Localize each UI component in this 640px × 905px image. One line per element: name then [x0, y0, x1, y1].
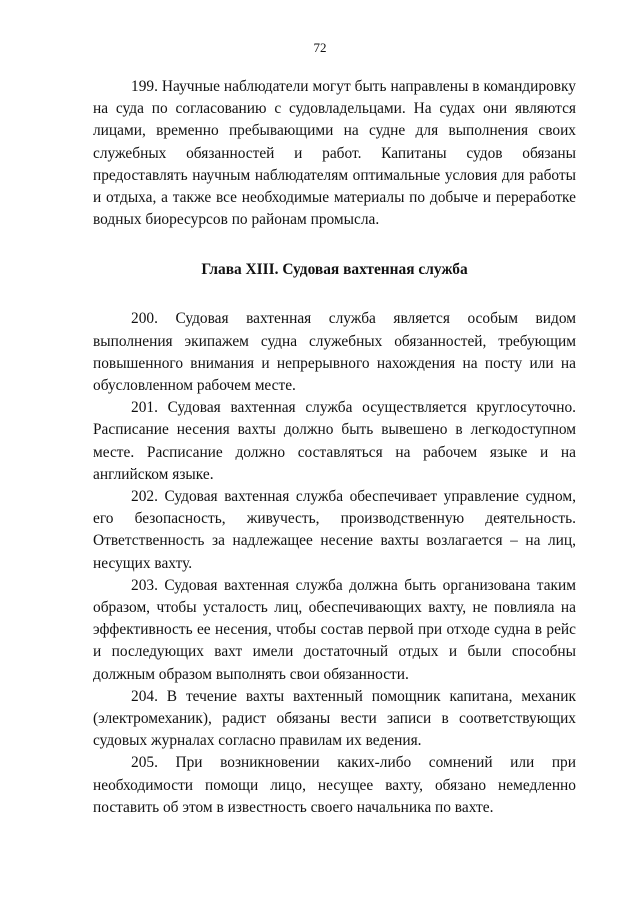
paragraph-205: 205. При возникновении каких-либо сомнений или при необходимости помощи лицо, несущее вахту, обязано немедленно поставить об этом в известность своего начальника по вахте.: [93, 754, 576, 816]
paragraph-204: 204. В течение вахты вахтенный помощник капитана, механик (электромеханик), радист обязаны вести записи в соответствующих судовых журналах согласно правилам их ведения.: [93, 687, 576, 750]
paragraph-199: 199. Научные наблюдатели могут быть направлены в командировку на суда по согласованию с судовладельцами. На судах они являются лицами, временно пребывающими на судне для выполнения своих служебных обязанностей и работ. Капитаны судов обязаны предоставлять научным наблюдателям оптимальные условия для работы и отдыха, а также все необходимые материалы по добыче и переработке водных биоресурсов по районам промысла.: [93, 78, 576, 229]
chapter-title: Глава XIII. Судовая вахтенная служба: [201, 261, 468, 279]
paragraph-203: 203. Судовая вахтенная служба должна быть организована таким образом, чтобы усталость лиц, обеспечивающих вахту, не повлияла на эффективность ее несения, чтобы состав первой при отходе судна в рейс и последующих вахт имели достаточный отдых и были способны должным образом выполнять свои обязанности.: [93, 576, 576, 683]
page-number: 72: [313, 40, 327, 55]
paragraph-202: 202. Судовая вахтенная служба обеспечивает управление судном, его безопасность, живучесть, производственную деятельность. Ответственность за надлежащее несение вахты возлагается – на лиц, несущих вахту.: [93, 488, 576, 572]
paragraph-200: 200. Судовая вахтенная служба является особым видом выполнения экипажем судна служебных обязанностей, требующим повышенного внимания и непрерывного нахождения на посту или на обусловленном рабочем месте.: [93, 310, 576, 395]
page-content: [93, 76, 576, 819]
paragraph-201: 201. Судовая вахтенная служба осуществляется круглосуточно. Расписание несения вахты должно быть вывешено в легкодоступном месте. Расписание должно составляться на рабочем языке и на английском языке.: [93, 399, 576, 483]
